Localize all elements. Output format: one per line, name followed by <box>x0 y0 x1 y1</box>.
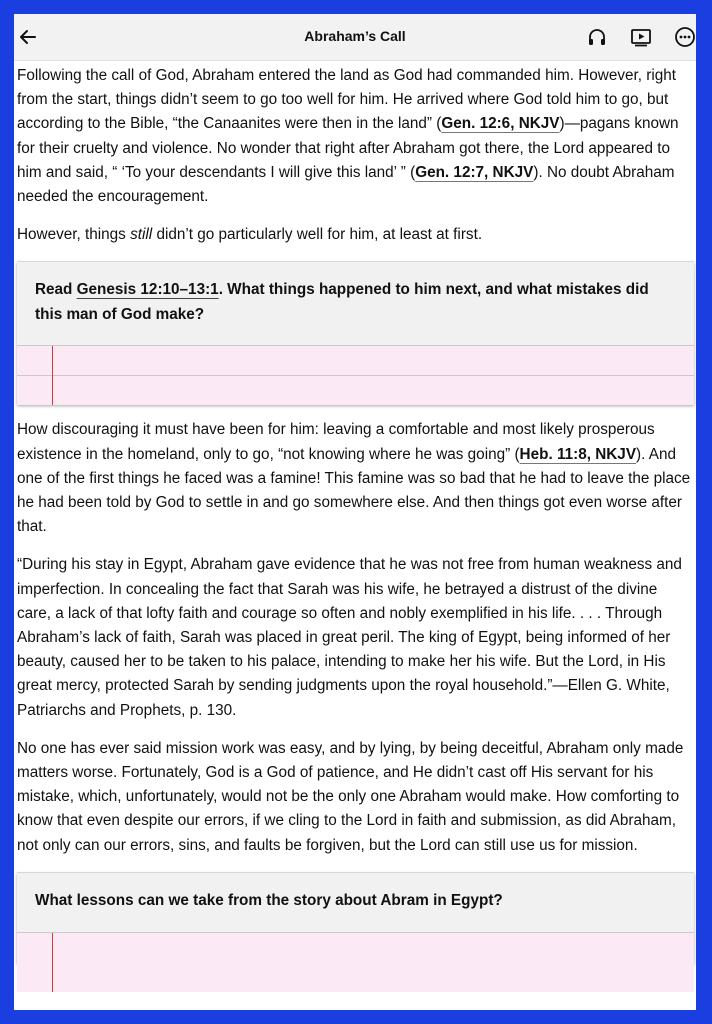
question-text: What lessons can we take from the story about Abram in Egypt? <box>35 891 503 909</box>
answer-input[interactable] <box>17 932 694 992</box>
paragraph-2: However, things still didn’t go particularly well for him, at least at first. <box>17 226 483 244</box>
bible-ref-link[interactable]: Gen. 12:6, NKJV <box>441 115 560 133</box>
question-box <box>17 872 694 963</box>
bible-ref-link[interactable]: Gen. 12:7, NKJV <box>415 163 534 181</box>
lesson-content <box>17 64 694 963</box>
app-window <box>14 14 696 1010</box>
bible-ref-link[interactable]: Heb. 11:8, NKJV <box>519 445 637 463</box>
paragraph-4-quote: “During his stay in Egypt, Abraham gave evidence that he was not free from human weakness and imperfection. In concealing the fact that Sarah was his wife, he betrayed a distrust of the divine care, a lack of that lofty faith and courage so often and nobly exemplified in his life. . . . Through Abraham’s lack of faith, Sarah was placed in great peril. The king of Egypt, being informed of her beauty, caused her to be taken to his palace, intending to make her his wife. But the Lord, in His great mercy, protected Sarah by sending judgments upon the royal household.”—Ellen G. White, Patriarchs and Prophets, p. 130. <box>17 556 682 719</box>
notebook-margin-line <box>52 346 53 405</box>
question-box <box>17 261 694 404</box>
more-options-icon[interactable] <box>673 25 696 49</box>
paragraph-5: No one has ever said mission work was easy, and by lying, by being deceitful, Abraham only made matters worse. Fortunately, God is a God of patience, and He didn’t cast off His servant for his mistake, which, unfortunately, would not be the only one Abraham would make. How comforting to know that even despite our errors, if we cling to the Lord in faith and submission, as did Abraham, not only can our errors, sins, and faults be forgiven, but the Lord can still use us for mission. <box>17 739 684 854</box>
top-bar <box>14 14 696 61</box>
page-title: Abraham’s Call <box>304 28 406 44</box>
paragraph-3: How discouraging it must have been for him: leaving a comfortable and most likely prosperous existence in the homeland, only to go, “not knowing where he was going” (Heb. 11:8, NKJV). And one of the first things he faced was a famine! This famine was so bad that he had to leave the place he had been told by God to settle in and go somewhere else. And then things got even worse after that. <box>17 421 691 536</box>
bible-ref-link[interactable]: Genesis 12:10–13:1 <box>76 281 219 299</box>
headphones-icon[interactable] <box>585 25 609 49</box>
paragraph-1: Following the call of God, Abraham entered the land as God had commanded him. However, right from the start, things didn’t seem to go too well for him. He arrived where God told him to go, but according to the Bible, “the Canaanites were then in the land” (Gen. 12:6, NKJV)—pagans known for their cruelty and violence. No wonder that right after Abraham got there, the Lord appeared to him and said, “ ‘To your descendants I will give this land’ ” (Gen. 12:7, NKJV). No doubt Abraham needed the encouragement. <box>17 67 679 206</box>
answer-input[interactable] <box>17 345 694 405</box>
video-play-icon[interactable] <box>629 25 653 49</box>
question-text: Read Genesis 12:10–13:1. What things happened to him next, and what mistakes did this man of God make? <box>35 281 649 323</box>
notebook-line <box>17 375 694 376</box>
notebook-margin-line <box>52 933 53 992</box>
